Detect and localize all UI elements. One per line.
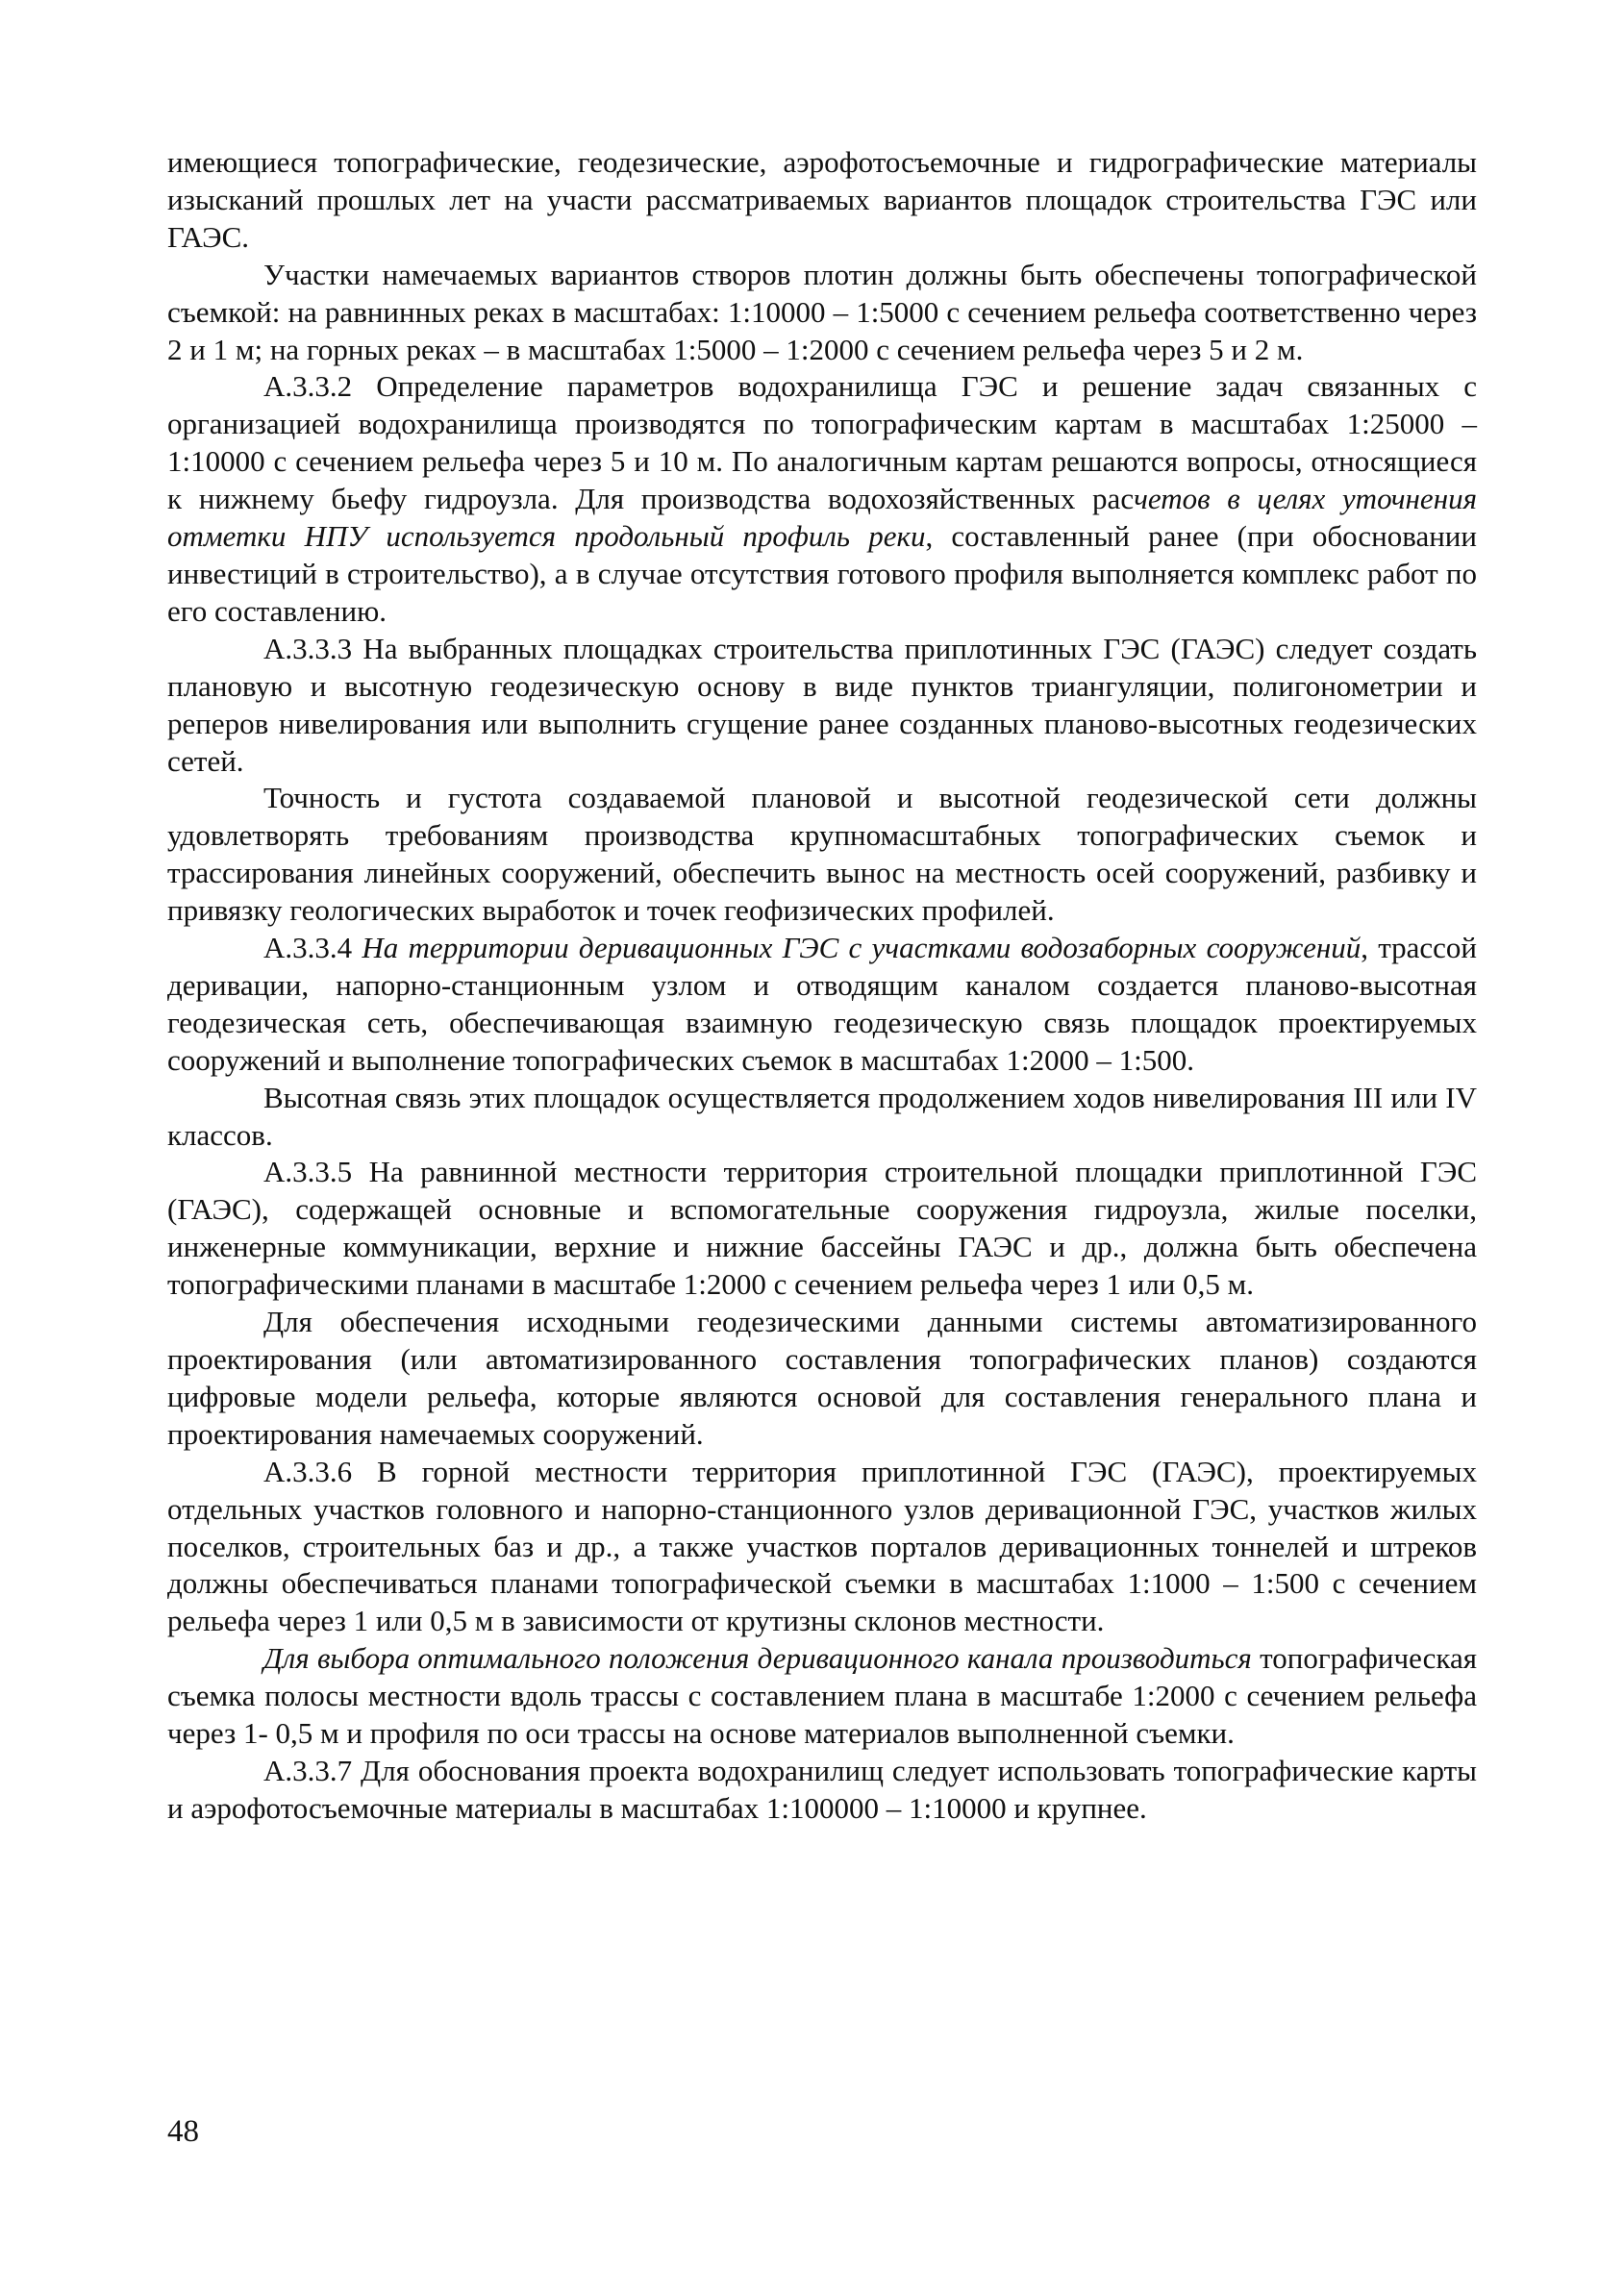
text-run: А.3.3.7 Для обоснования проекта водохранилищ следует использовать топографические карты и аэрофотосъемочные материалы в масштабах 1:100000 – 1:10000 и крупнее. [167, 1753, 1477, 1825]
paragraph-digital-models [167, 1304, 1477, 1454]
text-run: имеющиеся топографические, геодезические, аэрофотосъемочные и гидрографические материалы изысканий прошлых лет на участи рассматриваемых вариантов площадок строительства ГЭС или ГАЭС. [167, 145, 1477, 254]
paragraph-a-3-3-6 [167, 1454, 1477, 1641]
paragraph-a-3-3-2 [167, 368, 1477, 630]
text-run: , трассой деривации, напорно-станционным узлом и отводящим каналом создается планово-высотная геодезическая сеть, обеспечивающая взаимную геодезическую связь площадок проектируемых сооружений и выполнение топографических съемок в масштабах 1:2000 – 1:500. [167, 931, 1478, 1077]
italic-text-run: На территории деривационных ГЭС с участками водозаборных сооружений [362, 931, 1362, 965]
paragraph-dam-sites [167, 257, 1477, 369]
paragraph-materials [167, 144, 1477, 257]
paragraph-a-3-3-7 [167, 1753, 1477, 1828]
text-run: Точность и густота создаваемой плановой и высотной геодезической сети должны удовлетворять требованиям производства крупномасштабных топографических съемок и трассирования линейных сооружений, обеспечить вынос на местность осей сооружений, разбивку и привязку геологических выработок и точек геофизических профилей. [167, 781, 1477, 928]
paragraph-canal-survey [167, 1640, 1477, 1753]
paragraph-a-3-3-4 [167, 930, 1477, 1080]
paragraph-a-3-3-5 [167, 1154, 1477, 1304]
text-run: Для обеспечения исходными геодезическими данными системы автоматизированного проектирования (или автоматизированного составления топографических планов) создаются цифровые модели рельефа, которые являются основой для составления генерального плана и проектирования намечаемых сооружений. [167, 1305, 1477, 1451]
text-run: Высотная связь этих площадок осуществляется продолжением ходов нивелирования III или IV классов. [167, 1080, 1477, 1152]
text-run: , составленный ранее (при обосновании инвестиций в строительство), а в случае отсутствия готового профиля выполняется комплекс работ по его составлению. [167, 519, 1477, 628]
page-number: 48 [167, 2114, 199, 2149]
text-run: А.3.3.3 На выбранных площадках строительства приплотинных ГЭС (ГАЭС) следует создать плановую и высотную геодезическую основу в виде пунктов триангуляции, полигонометрии и реперов нивелирования или выполнить сгущение ранее созданных планово-высотных геодезических сетей. [167, 631, 1477, 778]
text-run: топографическая съемка полосы местности вдоль трассы с составлением плана в масштабе 1:2000 с сечением рельефа через 1- 0,5 м и профиля по оси трассы на основе материалов выполненной съемки. [167, 1641, 1477, 1751]
paragraph-height-link [167, 1080, 1477, 1155]
italic-text-run: четов в целях уточнения отметки НПУ используется продольный профиль реки [167, 482, 1477, 554]
paragraph-a-3-3-3 [167, 631, 1477, 781]
italic-text-run: Для выбора оптимального положения деривационного канала производиться [263, 1641, 1252, 1676]
text-run: Участки намечаемых вариантов створов плотин должны быть обеспечены топографической съемкой: на равнинных реках в масштабах: 1:10000 – 1:5000 с сечением рельефа соответственно через 2 и 1 м; на горных реках – в масштабах 1:5000 – 1:2000 с сечением рельефа через 5 и 2 м. [167, 257, 1477, 366]
text-run: А.3.3.2 Определение параметров водохранилища ГЭС и решение задач связанных с организацией водохранилища производятся по топографическим картам в масштабах 1:25000 – 1:10000 с сечением рельефа через 5 и 10 м. По аналогичным картам решаются вопросы, относящиеся к нижнему бьефу гидроузла. Для производства водохозяйственных рас [167, 369, 1477, 516]
paragraph-network-accuracy [167, 780, 1477, 930]
body-text [167, 144, 1477, 1828]
text-run: А.3.3.5 На равнинной местности территория строительной площадки приплотинной ГЭС (ГАЭС), содержащей основные и вспомогательные сооружения гидроузла, жилые поселки, инженерные коммуникации, верхние и нижние бассейны ГАЭС и др., должна быть обеспечена топографическими планами в масштабе 1:2000 с сечением рельефа через 1 или 0,5 м. [167, 1155, 1477, 1302]
text-run: А.3.3.6 В горной местности территория приплотинной ГЭС (ГАЭС), проектируемых отдельных участков головного и напорно-станционного узлов деривационной ГЭС, участков жилых поселков, строительных баз и др., а также участков порталов деривационных тоннелей и штреков должны обеспечиваться планами топографической съемки в масштабах 1:1000 – 1:500 с сечением рельефа через 1 или 0,5 м в зависимости от крутизны склонов местности. [167, 1454, 1477, 1638]
text-run: А.3.3.4 [263, 931, 362, 965]
